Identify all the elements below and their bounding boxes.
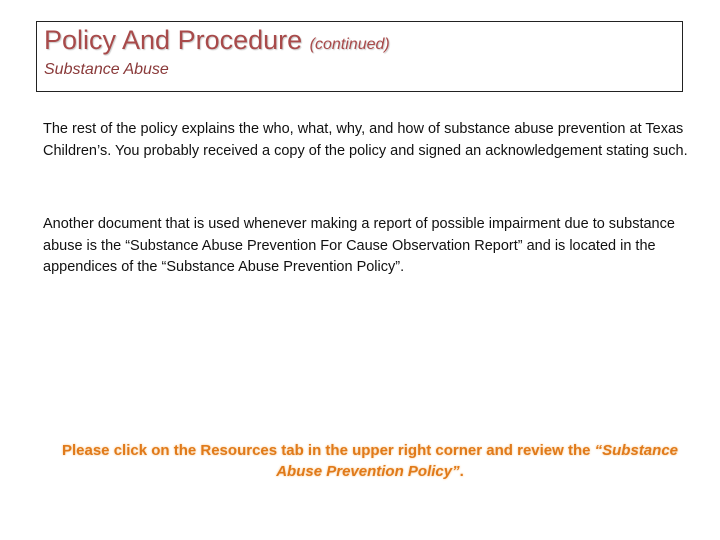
paragraph-observation-report: Another document that is used whenever making a report of possible impairment due to substance abuse is the “Substance Abuse Prevention For Cause Observation Report” and is located in the appendices of the “Substance Abuse Prevention Policy”.: [43, 216, 675, 275]
page-title: [44, 25, 390, 56]
resources-instruction: [40, 440, 700, 482]
instruction-end: .: [459, 463, 464, 480]
instruction-policy-name: “Substance Abuse Prevention Policy”: [276, 442, 678, 480]
instruction-text: Please click on the Resources tab in the upper right corner and review the: [61, 442, 595, 459]
title-text: Policy And Procedure: [44, 25, 303, 55]
paragraph-policy-overview: The rest of the policy explains the who, what, why, and how of substance abuse prevention at Texas Children’s. You probably received a copy of the policy and signed an acknowledgement stating such.: [43, 121, 688, 159]
title-box: [36, 21, 683, 92]
title-suffix: (continued): [309, 36, 390, 53]
page-subtitle: Substance Abuse: [44, 61, 169, 78]
